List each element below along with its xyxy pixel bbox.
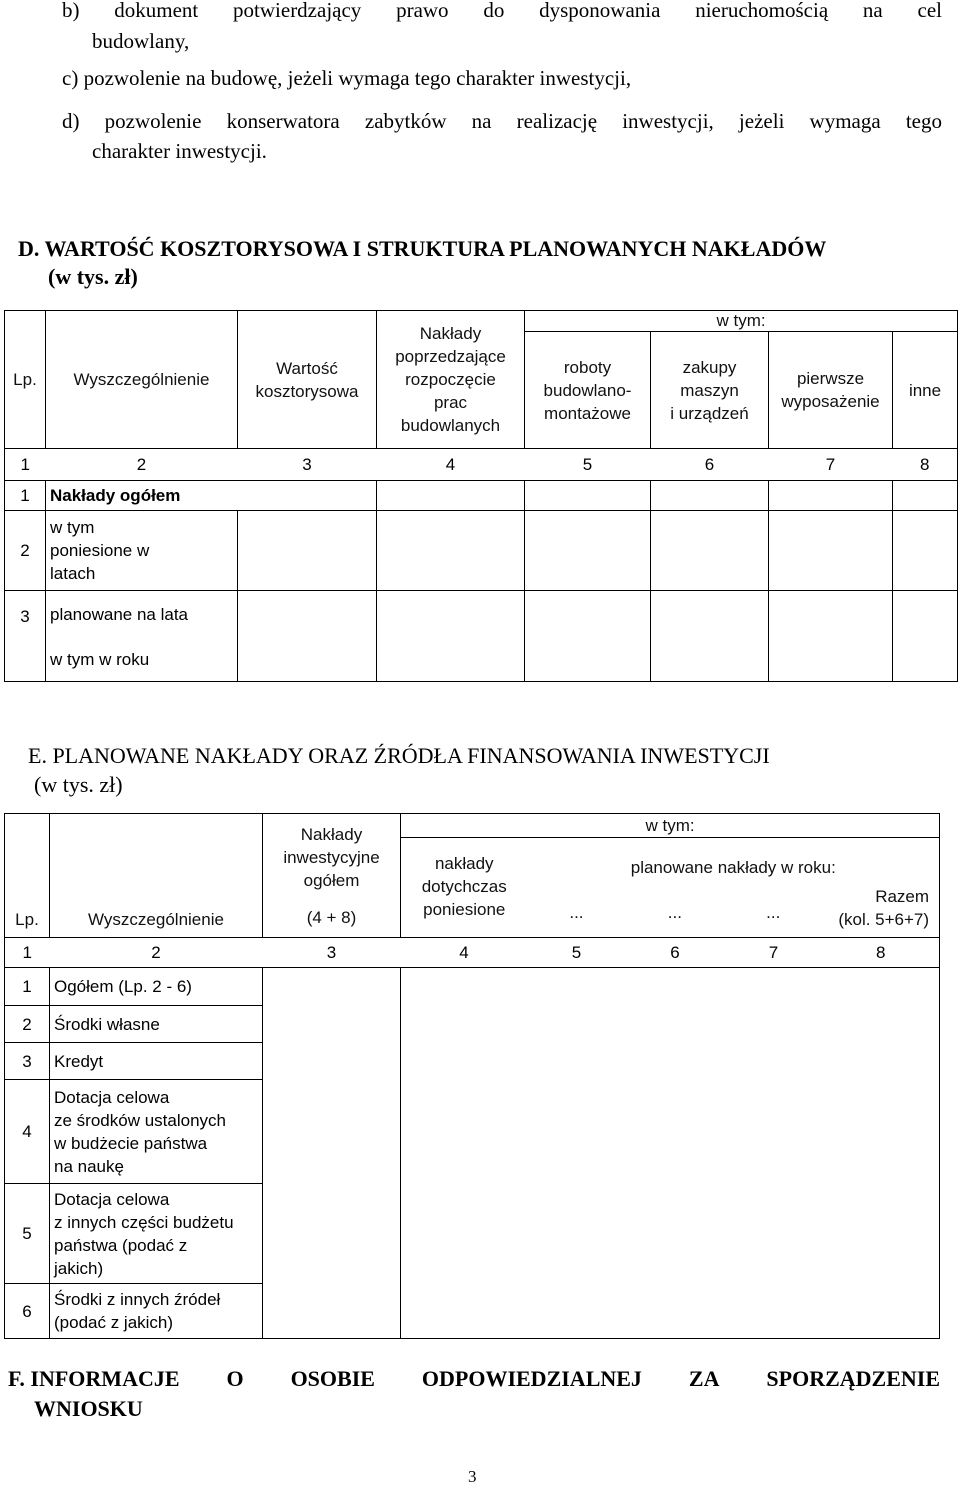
label-line: w budżecie państwa	[54, 1133, 208, 1153]
column-number: 4	[377, 449, 525, 481]
header-line: Nakłady	[300, 824, 363, 844]
column-number: 1	[5, 449, 46, 481]
col-wyszczegolnienie-header: Wyszczególnienie	[46, 311, 238, 449]
col-inne-header: inne	[893, 332, 958, 449]
label-line: latach	[50, 564, 96, 583]
row-label	[50, 1080, 263, 1184]
list-item-c: c) pozwolenie na budowę, jeżeli wymaga tego charakter inwestycji,	[62, 66, 632, 90]
header-line: pierwsze	[796, 369, 865, 388]
table-row	[5, 968, 940, 1006]
section-f-word: OSOBIE	[290, 1366, 375, 1391]
planowane-header	[528, 838, 940, 938]
label-line: w tym	[50, 518, 95, 537]
header-line: Wartość	[276, 358, 338, 378]
col-wyszczegolnienie-header: Wyszczególnienie	[50, 814, 263, 938]
section-d-title: D. WARTOŚĆ KOSZTORYSOWA I STRUKTURA PLANOWANYCH NAKŁADÓW	[18, 236, 827, 261]
col-lp-header: Lp.	[5, 311, 46, 449]
label-line: z innych części budżetu	[54, 1212, 234, 1232]
header-line: budowlano-	[543, 380, 632, 400]
header-line: prac	[433, 393, 468, 412]
row-number: 3	[5, 1043, 50, 1080]
table-e	[4, 813, 940, 1339]
column-number: 4	[401, 938, 528, 968]
header-line: budowlanych	[400, 416, 501, 435]
row-label: Ogółem (Lp. 2 - 6)	[50, 968, 263, 1006]
section-e-title: E. PLANOWANE NAKŁADY ORAZ ŹRÓDŁA FINANSOWANIA INWESTYCJI	[28, 743, 770, 768]
header-line: (4 + 8)	[306, 907, 357, 927]
section-f-title-line2: WNIOSKU	[34, 1396, 143, 1421]
row-label	[46, 511, 238, 591]
row-label: Nakłady ogółem	[46, 481, 238, 511]
column-number: 1	[5, 938, 50, 968]
year-placeholder: ...	[766, 903, 781, 922]
row-number: 4	[5, 1080, 50, 1184]
year-placeholder: ...	[569, 903, 584, 922]
column-numbers-row	[5, 449, 958, 481]
row-number: 2	[5, 1006, 50, 1043]
column-number: 3	[263, 938, 401, 968]
col-roboty-header	[525, 332, 651, 449]
row-label: Kredyt	[50, 1043, 263, 1080]
header-line: rozpoczęcie	[405, 370, 496, 389]
label-line: poniesione w	[50, 541, 150, 560]
table-row	[5, 1043, 940, 1080]
table-row	[5, 591, 958, 639]
row-label: planowane na lata	[46, 591, 238, 639]
label-line: państwa (podać z	[54, 1235, 188, 1255]
label-line: jakich)	[54, 1258, 104, 1278]
section-f-word: SPORZĄDZENIE	[766, 1366, 940, 1391]
section-f-word: ZA	[688, 1366, 720, 1391]
column-number: 7	[769, 449, 893, 481]
list-item-d-line2: charakter inwestycji.	[92, 139, 267, 163]
col-naklady-poprzedzajace-header	[377, 311, 525, 449]
label-line: Środki z innych źródeł	[54, 1290, 221, 1309]
section-f-title	[8, 1366, 940, 1392]
column-number: 7	[725, 938, 823, 968]
list-item-b-line2: budowlany,	[92, 29, 190, 53]
label-line: (podać z jakich)	[54, 1313, 174, 1332]
header-line: dotychczas	[421, 877, 507, 896]
header-line: Razem	[875, 887, 930, 906]
row-number: 2	[5, 511, 46, 591]
section-e-unit: (w tys. zł)	[34, 772, 123, 797]
col-wartosc-header	[238, 311, 377, 449]
column-number: 8	[893, 449, 958, 481]
list-item-b-line1: b) dokument potwierdzający prawo do dysponowania nieruchomością na cel	[62, 0, 942, 22]
row-number: 1	[5, 481, 46, 511]
column-numbers-row	[5, 938, 940, 968]
list-item-d-line1: d) pozwolenie konserwatora zabytków na realizację inwestycji, jeżeli wymaga tego	[62, 109, 942, 133]
label-line: Dotacja celowa	[54, 1189, 170, 1209]
row-number: 3	[5, 591, 46, 682]
table-row	[5, 511, 958, 591]
label-line: na naukę	[54, 1156, 124, 1176]
table-row	[5, 1184, 940, 1284]
col-zakupy-header	[651, 332, 769, 449]
row-label	[50, 1184, 263, 1284]
header-line: roboty	[563, 357, 612, 377]
row-sublabel: w tym w roku	[46, 639, 238, 682]
header-line: montażowe	[544, 403, 631, 423]
header-line: wyposażenie	[781, 392, 880, 411]
header-line: poprzedzające	[395, 347, 506, 366]
col-dotychczas-header	[401, 838, 528, 938]
row-label: Środki własne	[50, 1006, 263, 1043]
table-row	[5, 481, 958, 511]
w-tym-header: w tym:	[525, 311, 958, 332]
row-number: 1	[5, 968, 50, 1006]
label-line: ze środków ustalonych	[54, 1110, 226, 1130]
column-number: 2	[50, 938, 263, 968]
header-line: Nakłady	[419, 324, 482, 343]
row-number: 5	[5, 1184, 50, 1284]
section-f-word: O	[226, 1366, 244, 1391]
row-number: 6	[5, 1284, 50, 1339]
label-line: Dotacja celowa	[54, 1087, 170, 1107]
column-number: 2	[46, 449, 238, 481]
row-label	[50, 1284, 263, 1339]
column-number: 5	[525, 449, 651, 481]
planowane-label: planowane nakłady w roku:	[630, 858, 836, 877]
year-placeholder: ...	[667, 903, 682, 922]
section-f-word: ODPOWIEDZIALNEJ	[421, 1366, 642, 1391]
table-d	[4, 310, 958, 682]
header-line: (kol. 5+6+7)	[838, 910, 930, 929]
razem-header	[822, 885, 939, 931]
header-line: maszyn	[680, 380, 739, 400]
column-number: 8	[823, 938, 940, 968]
col-lp-header: Lp.	[5, 814, 50, 938]
section-f-word: F. INFORMACJE	[8, 1366, 180, 1391]
header-line: i urządzeń	[670, 403, 749, 423]
header-line: zakupy	[682, 357, 737, 377]
header-line: poniesione	[423, 900, 506, 919]
header-line: inwestycyjne	[283, 847, 380, 867]
column-number: 6	[626, 938, 725, 968]
header-line: kosztorysowa	[255, 381, 359, 401]
page-number: 3	[468, 1467, 477, 1486]
column-number: 5	[528, 938, 626, 968]
table-row	[5, 1284, 940, 1339]
header-line: ogółem	[303, 870, 360, 890]
table-row	[5, 1006, 940, 1043]
header-line: nakłady	[434, 854, 494, 873]
column-number: 6	[651, 449, 769, 481]
column-number: 3	[238, 449, 377, 481]
col-pierwsze-header	[769, 332, 893, 449]
w-tym-header: w tym:	[401, 814, 940, 838]
col-naklady-ogolem-header	[263, 814, 401, 938]
section-d-unit: (w tys. zł)	[48, 264, 138, 289]
table-row	[5, 1080, 940, 1184]
